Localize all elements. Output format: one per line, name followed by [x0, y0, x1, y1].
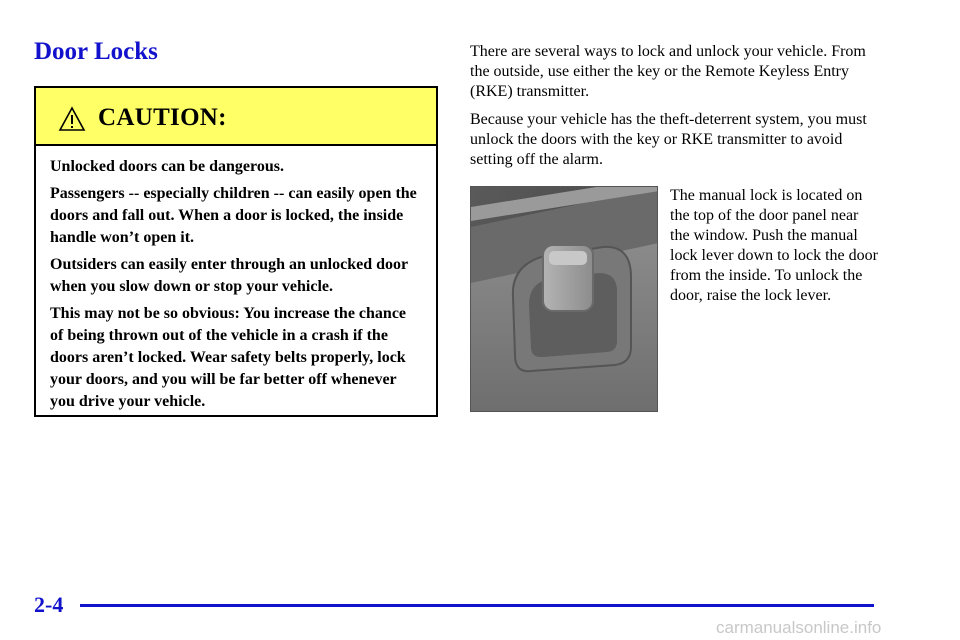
watermark: carmanualsonline.info [716, 618, 882, 637]
photo-caption: The manual lock is located on the top of the door panel near the window. Push the manual lock lever down to lock the door from the inside. To unlock the door, raise the lock lever. [670, 187, 878, 304]
caution-box [34, 86, 438, 417]
body-paragraph: Because your vehicle has the theft-deterrent system, you must unlock the doors with the key or RKE transmitter to avoid setting off the alarm. [470, 111, 867, 168]
caution-paragraph: Passengers -- especially children -- can easily open the doors and fall out. When a door is locked, the inside handle won’t open it. [50, 185, 417, 246]
door-lock-photo [470, 186, 658, 412]
page-title: Door Locks [34, 38, 158, 65]
caution-paragraph: Outsiders can easily enter through an unlocked door when you slow down or stop your vehicle. [50, 256, 408, 295]
body-text [470, 42, 880, 178]
footer-rule [80, 604, 874, 607]
caution-paragraph: Unlocked doors can be dangerous. [50, 158, 284, 175]
page-number: 2-4 [34, 592, 64, 617]
caution-header [36, 88, 436, 146]
door-lock-illustration [471, 187, 658, 412]
warning-triangle-icon [58, 106, 86, 132]
caution-body [36, 146, 436, 413]
caution-paragraph: This may not be so obvious: You increase the chance of being thrown out of the vehicle in a crash if the doors aren’t locked. Wear safety belts properly, lock your doors, and you will be far better off whenever you drive your vehicle. [50, 305, 407, 410]
body-paragraph: There are several ways to lock and unlock your vehicle. From the outside, use either the key or the Remote Keyless Entry (RKE) transmitter. [470, 43, 866, 100]
caution-title: CAUTION: [98, 104, 227, 131]
